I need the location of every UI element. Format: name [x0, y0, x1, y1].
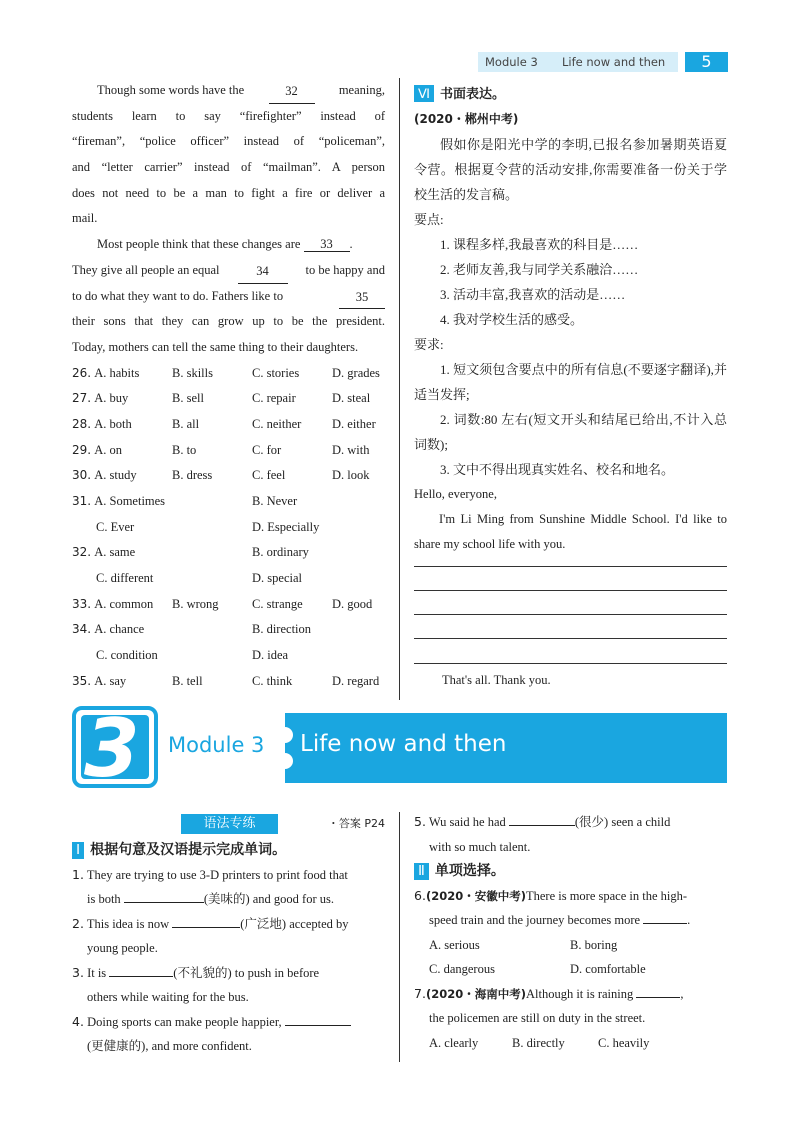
- text: Ⅱ: [414, 863, 429, 880]
- text: [72, 463, 172, 489]
- text: A. chance: [94, 622, 145, 637]
- banner-module: Module 3: [168, 733, 265, 757]
- text: A. common: [94, 596, 154, 611]
- answer-blank[interactable]: [124, 902, 204, 903]
- answer-blank[interactable]: [285, 1025, 351, 1026]
- text: 6.: [414, 887, 426, 903]
- grammar-right: [414, 810, 727, 1055]
- module-number: 3: [84, 702, 140, 795]
- text: 29.: [72, 442, 92, 457]
- text: 2.: [72, 915, 84, 931]
- module-banner: [160, 713, 727, 783]
- text: 书面表达。: [440, 87, 506, 102]
- option[interactable]: B. boring: [570, 937, 618, 952]
- text: 32.: [72, 545, 92, 560]
- header-module: Module 3: [485, 55, 538, 69]
- column-divider: [399, 812, 400, 1062]
- text: B. wrong: [172, 596, 219, 611]
- blank-34: 34: [238, 264, 288, 284]
- text: A. Sometimes: [94, 494, 166, 508]
- text: [72, 643, 385, 669]
- answer-blank[interactable]: [109, 976, 173, 977]
- text: B. dress: [172, 468, 213, 483]
- option-row-34: [72, 617, 385, 643]
- text: They are trying to use 3-D printers to print food that: [86, 867, 348, 882]
- answer-line[interactable]: [414, 590, 727, 591]
- column-divider: [399, 78, 400, 700]
- cloze-passage: [72, 78, 385, 695]
- option[interactable]: C. heavily: [598, 1035, 650, 1050]
- running-header: [478, 52, 728, 72]
- text: [72, 592, 172, 618]
- text: [72, 258, 385, 284]
- text: 34.: [72, 622, 92, 637]
- text: B. to: [172, 442, 197, 457]
- text: There is more space in the high-: [525, 888, 688, 903]
- module-number-badge: [72, 702, 158, 795]
- text: meaning,: [338, 83, 385, 97]
- text: [414, 933, 727, 958]
- text: (更健康的), and more confident.: [87, 1039, 252, 1053]
- section-title: [72, 838, 385, 863]
- text: (2020・海南中考): [425, 986, 526, 1001]
- text: [72, 78, 385, 104]
- text: [72, 232, 385, 258]
- requirements-label: 要求:: [414, 337, 444, 352]
- text: Wu said he had: [428, 815, 506, 829]
- question-4: [72, 1010, 385, 1035]
- page-number: 5: [685, 52, 728, 72]
- text: 30.: [72, 468, 92, 483]
- text: D. special: [252, 571, 302, 586]
- text: .: [349, 237, 353, 252]
- option-row-29: [72, 438, 385, 464]
- text: (2020・安徽中考): [425, 888, 526, 903]
- text: D. grades: [332, 365, 380, 380]
- text: Ⅰ: [72, 842, 84, 859]
- text: 28.: [72, 416, 92, 431]
- text: (很少) seen a child: [574, 815, 671, 829]
- text-line: mail.: [72, 211, 98, 226]
- question-2: [72, 912, 385, 937]
- options-list: [72, 361, 385, 695]
- text: to be happy and: [305, 262, 385, 277]
- text: is both: [87, 892, 121, 906]
- text: speed train and the journey becomes more .: [429, 913, 691, 927]
- text: B. tell: [172, 673, 203, 688]
- greeting: Hello, everyone,: [414, 487, 497, 501]
- text: A. both: [94, 416, 132, 431]
- section-title: [414, 82, 727, 107]
- text: [414, 957, 727, 982]
- text: Though some words have the: [97, 83, 245, 97]
- requirement: 2. 词数:80 左右(短文开头和结尾已给出,不计入总词数);: [414, 412, 727, 452]
- text: D. Especially: [252, 519, 320, 534]
- text: B. Never: [252, 494, 298, 508]
- text: C. feel: [252, 468, 286, 483]
- text: (广泛地) accepted by: [240, 916, 349, 931]
- text: D. idea: [252, 648, 289, 663]
- text: Doing sports can make people happier,: [87, 1014, 282, 1029]
- option-row-35: [72, 669, 385, 695]
- option-row-30: [72, 463, 385, 489]
- text: D. steal: [332, 391, 371, 406]
- text: B. all: [172, 416, 200, 431]
- option[interactable]: D. comfortable: [570, 962, 646, 976]
- text: Ⅵ: [414, 85, 434, 102]
- option[interactable]: C. dangerous: [429, 962, 495, 976]
- text: [72, 438, 172, 464]
- text: A. on: [94, 442, 122, 457]
- text: C. for: [252, 442, 282, 457]
- blank-33: 33: [304, 237, 350, 252]
- text: [72, 515, 385, 541]
- text: Most people think that these changes are: [97, 237, 301, 252]
- text: C. Ever: [96, 519, 135, 534]
- text: C. neither: [252, 416, 302, 431]
- text: A. say: [94, 673, 127, 688]
- question-6: [414, 884, 727, 909]
- text: 根据句意及汉语提示完成单词。: [90, 842, 287, 858]
- text: It is: [87, 965, 107, 980]
- text-line: their sons that they can grow up to be the president.: [72, 314, 385, 329]
- text: 单项选择。: [434, 863, 505, 879]
- text: others while waiting for the bus.: [87, 990, 249, 1004]
- text: 4.: [72, 1013, 84, 1029]
- text-line: “fireman”, “police officer” instead of “policeman”,: [72, 134, 385, 149]
- text: 5.: [414, 814, 426, 829]
- text: 1.: [72, 866, 84, 882]
- text: They give all people an equal: [72, 262, 220, 277]
- requirement: 3. 文中不得出现真实姓名、校名和地名。: [440, 462, 675, 477]
- point: 1. 课程多样,我最喜欢的科目是……: [440, 237, 639, 252]
- text: 7.: [414, 985, 426, 1001]
- answer-line[interactable]: [414, 614, 727, 615]
- point: 3. 活动丰富,我喜欢的活动是……: [440, 287, 626, 302]
- text-line: students learn to say “firefighter” instead of: [72, 108, 385, 123]
- text: C. strange: [252, 596, 303, 611]
- grammar-tag: 语法专练: [181, 814, 278, 834]
- option-row-27: [72, 386, 385, 412]
- text-line: Today, mothers can tell the same thing to their daughters.: [72, 339, 359, 354]
- text: young people.: [87, 941, 158, 955]
- prompt: 假如你是阳光中学的李明,已报名参加暑期英语夏令营。根据夏令营的活动安排,你需要准备一份关于学校生活的发言稿。: [414, 137, 727, 202]
- text: D. regard: [332, 673, 380, 688]
- option-row-33: [72, 592, 385, 618]
- grammar-practice: [72, 812, 385, 1059]
- text: [72, 540, 252, 566]
- closing: That's all. Thank you.: [442, 673, 551, 687]
- banner-notch: [277, 753, 293, 769]
- text-line: and “letter carrier” instead of “mailman”. A person: [72, 160, 385, 175]
- text: B. direction: [252, 622, 312, 637]
- banner-notch: [277, 727, 293, 743]
- blank-32: 32: [269, 84, 315, 104]
- text: B. skills: [172, 365, 213, 380]
- section-title: [414, 859, 727, 884]
- text: [72, 412, 172, 438]
- option[interactable]: A. serious: [429, 937, 480, 952]
- text: speed train and the journey becomes more: [429, 913, 641, 927]
- question-3: [72, 961, 385, 986]
- text: This idea is now: [86, 916, 170, 931]
- text: D. either: [332, 416, 376, 431]
- answer-blank[interactable]: [172, 927, 240, 928]
- text: [72, 887, 385, 912]
- text: 3.: [72, 964, 84, 980]
- text: B. sell: [172, 391, 204, 406]
- option[interactable]: B. directly: [512, 1035, 565, 1050]
- point: 2. 老师友善,我与同学关系融洽……: [440, 262, 639, 277]
- option-row-32: [72, 540, 385, 566]
- text: A. study: [94, 468, 137, 483]
- answer-line[interactable]: [414, 663, 727, 664]
- text: A. same: [94, 545, 136, 560]
- text: C. condition: [96, 648, 158, 663]
- requirement: 1. 短文须包含要点中的所有信息(不要逐字翻译),并适当发挥;: [414, 362, 727, 402]
- answer-line[interactable]: [414, 638, 727, 639]
- text: C. stories: [252, 365, 300, 380]
- points-label: 要点:: [414, 212, 444, 227]
- text: [72, 669, 172, 695]
- blank-35: 35: [339, 290, 385, 310]
- text: [414, 1031, 727, 1056]
- option-row-31: [72, 489, 385, 515]
- question-7: 7.(2020・海南中考)Although it is raining ,: [414, 985, 684, 1001]
- answer-blank[interactable]: [643, 923, 687, 924]
- text: D. good: [332, 596, 373, 611]
- opening: I'm Li Ming from Sunshine Middle School. I'd like to share my school life with you.: [414, 512, 727, 551]
- text: to do what they want to do. Fathers like to: [72, 288, 284, 303]
- text: D. with: [332, 442, 370, 457]
- text: A. buy: [94, 391, 129, 406]
- text: (不礼貌的) to push in before: [173, 965, 320, 980]
- text: 31.: [72, 494, 92, 508]
- text: (美味的) and good for us.: [203, 892, 335, 906]
- text: [72, 386, 172, 412]
- answer-ref: ・答案 P24: [327, 817, 385, 830]
- option[interactable]: A. clearly: [429, 1035, 479, 1050]
- text: 26.: [72, 365, 92, 380]
- answer-blank[interactable]: [509, 825, 575, 826]
- text: C. think: [252, 673, 293, 688]
- text: A. habits: [94, 365, 140, 380]
- text: [72, 284, 385, 310]
- text: C. repair: [252, 391, 296, 406]
- text: [72, 489, 252, 515]
- text: 33.: [72, 596, 92, 611]
- text: [72, 361, 172, 387]
- answer-blank[interactable]: [636, 997, 680, 998]
- text: [72, 812, 385, 838]
- text: B. ordinary: [252, 545, 309, 560]
- text: [72, 617, 252, 643]
- option-row-26: [72, 361, 385, 387]
- text: D. look: [332, 468, 370, 483]
- text: with so much talent.: [429, 839, 531, 854]
- text: [72, 566, 385, 592]
- banner-title: Life now and then: [300, 731, 507, 757]
- question-1: [72, 863, 385, 888]
- writing-section: [414, 82, 727, 557]
- text: 35.: [72, 673, 92, 688]
- question-5: [414, 810, 727, 835]
- header-title: Life now and then: [562, 55, 666, 69]
- point: 4. 我对学校生活的感受。: [440, 312, 584, 327]
- answer-line[interactable]: [414, 566, 727, 567]
- text-line: does not need to be a man to fight a fire or deliver a: [72, 185, 385, 200]
- text: the policemen are still on duty in the street.: [429, 1011, 646, 1025]
- text: Although it is raining: [525, 986, 634, 1001]
- source: (2020・郴州中考): [414, 112, 519, 126]
- text: 27.: [72, 391, 92, 406]
- text: C. different: [96, 571, 154, 586]
- option-row-28: [72, 412, 385, 438]
